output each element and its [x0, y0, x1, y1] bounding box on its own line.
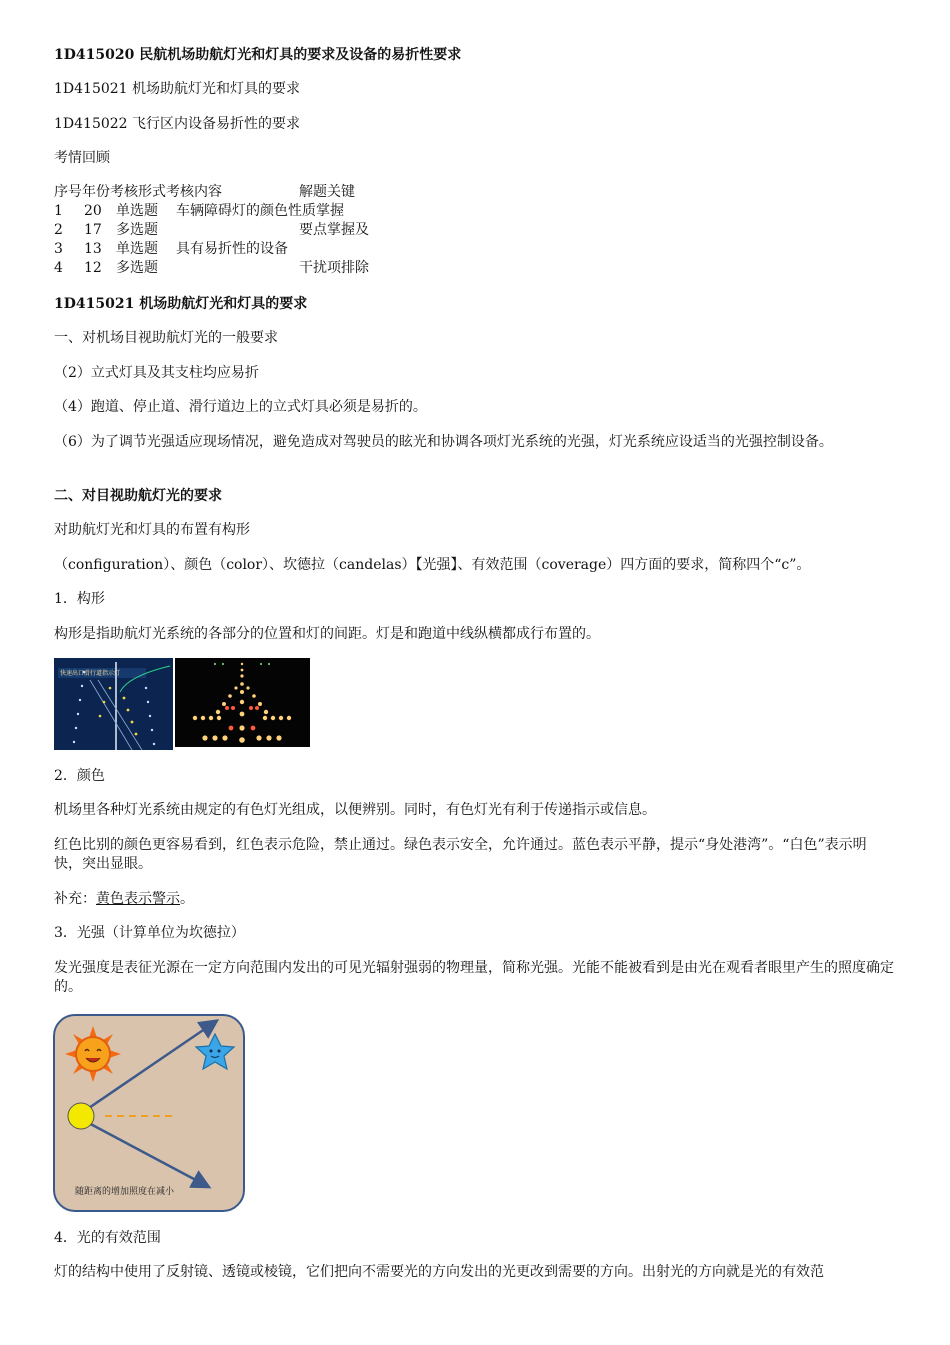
row-no: 2 [54, 222, 63, 238]
table-header: 序号年份考核形式考核内容 [54, 184, 222, 200]
item-2: （2）立式灯具及其支柱均应易折 [54, 365, 259, 381]
row-no: 3 [54, 241, 63, 257]
section-3-title: 3．光强（计算单位为坎德拉） [54, 925, 245, 941]
light-intensity-diagram [53, 1014, 245, 1212]
sun-icon [65, 1026, 121, 1082]
section-2-title: 2．颜色 [54, 768, 105, 784]
row-content: 具有易折性的设备 [176, 241, 288, 257]
star-icon [196, 1034, 234, 1069]
four-c-text: （configuration）、颜色（color）、坎德拉（candelas）【光强】、有效范围（coverage）四方面的要求，简称四个“c”。 [54, 557, 811, 573]
section-4-title: 4．光的有效范围 [54, 1230, 161, 1246]
section-3-text: 发光强度是表征光源在一定方向范围内发出的可见光辐射强弱的物理量，简称光强。光能不能被看到是由光在观看者眼里产生的照度确定的。 [54, 960, 894, 995]
review-title: 考情回顾 [54, 150, 110, 166]
row-form: 多选题 [116, 222, 158, 238]
taxiway-lights-image [54, 658, 173, 750]
row-year: 12 [84, 260, 102, 276]
approach-lights-image [175, 658, 310, 747]
subheading-2: 1D415022 飞行区内设备易折性的要求 [54, 116, 301, 132]
taxiway-image-label: 快速出口滑行道指示灯 [60, 670, 121, 677]
diagram-caption: 随距离的增加照度在减小 [75, 1187, 175, 1197]
item-6: （6）为了调节光强适应现场情况，避免造成对驾驶员的眩光和协调各项灯光系统的光强，灯光系统应设适当的光强控制设备。 [54, 434, 833, 450]
intro-text: 对助航灯光和灯具的布置有构形 [54, 522, 250, 538]
light-intensity-graphic [55, 1016, 243, 1210]
supplement-end: 。 [180, 891, 194, 907]
section-1-text: 构形是指助航灯光系统的各部分的位置和灯的间距。灯是和跑道中线纵横都成行布置的。 [54, 626, 600, 642]
row-no: 1 [54, 203, 63, 219]
row-key: 干扰项排除 [299, 260, 369, 276]
approach-lights-graphic [175, 658, 310, 747]
row-year: 13 [84, 241, 102, 257]
row-form: 单选题 [116, 203, 158, 219]
section-4-text: 灯的结构中使用了反射镜、透镜或棱镜，它们把向不需要光的方向发出的光更改到需要的方向。出射光的方向就是光的有效范 [54, 1264, 824, 1280]
row-year: 20 [84, 203, 102, 219]
row-form: 单选题 [116, 241, 158, 257]
item-4: （4）跑道、停止道、滑行道边上的立式灯具必须是易折的。 [54, 399, 427, 415]
part1-title: 一、对机场目视助航灯光的一般要求 [54, 330, 278, 346]
row-key: 要点掌握及 [299, 222, 369, 238]
supplement-prefix: 补充： [54, 891, 96, 907]
row-year: 17 [84, 222, 102, 238]
subheading-1: 1D415021 机场助航灯光和灯具的要求 [54, 81, 301, 97]
part2-title: 二、对目视助航灯光的要求 [54, 488, 222, 504]
row-no: 4 [54, 260, 63, 276]
section-2-supplement [54, 890, 194, 909]
section-heading: 1D415021 机场助航灯光和灯具的要求 [54, 296, 308, 312]
supplement-yellow-warning: 黄色表示警示 [96, 891, 180, 907]
main-heading: 1D415020 民航机场助航灯光和灯具的要求及设备的易折性要求 [54, 47, 462, 63]
row-content: 车辆障碍灯的颜色性质掌握 [176, 203, 344, 219]
table-header-key: 解题关键 [299, 184, 355, 200]
section-1-title: 1．构形 [54, 591, 105, 607]
row-form: 多选题 [116, 260, 158, 276]
section-2-para-2: 红色比别的颜色更容易看到，红色表示危险，禁止通过。绿色表示安全，允许通过。蓝色表示平静，提示“身处港湾”。“白色”表示明快，突出显眼。 [54, 837, 867, 872]
section-2-para-1: 机场里各种灯光系统由规定的有色灯光组成，以便辨别。同时，有色灯光有利于传递指示或信息。 [54, 802, 656, 818]
